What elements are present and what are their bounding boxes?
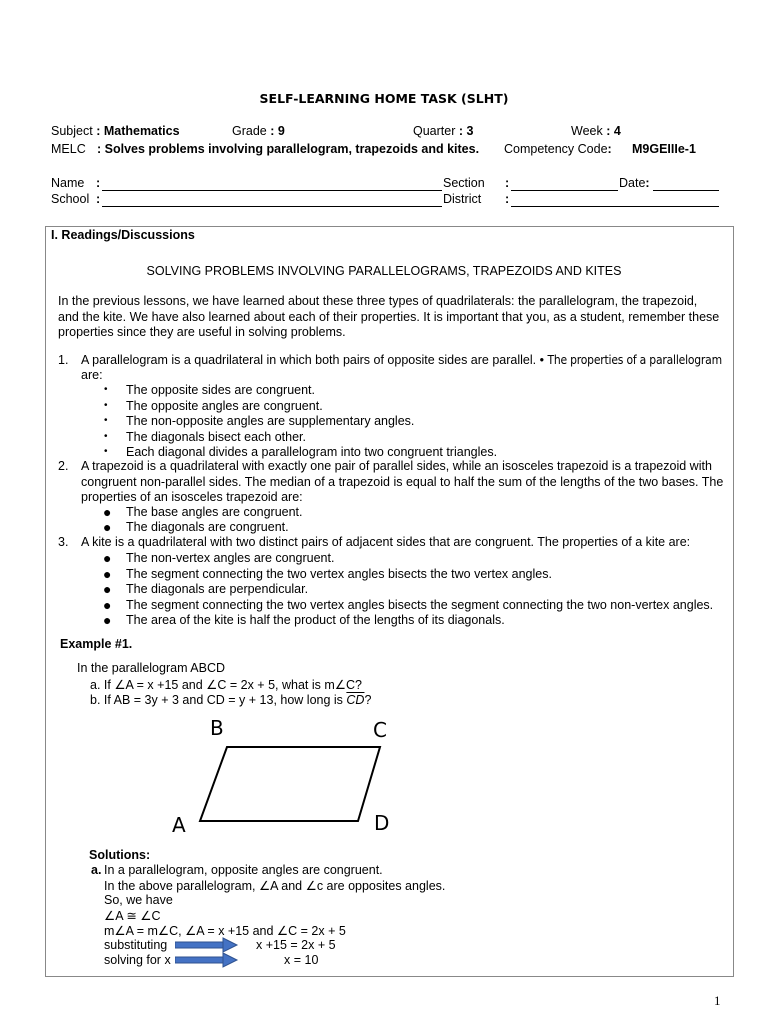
- intro-paragraph: In the previous lessons, we have learned about these three types of quadrilaterals: the parallelogram, the trapezoid, and the kite. We have also learned about each of their properties. It is important that you, as a student, remember these properties since they are useful in solving problems.: [58, 294, 720, 339]
- solution-line: ∠A ≅ ∠C: [104, 909, 161, 923]
- document-title: SELF-LEARNING HOME TASK (SLHT): [259, 91, 509, 106]
- quarter-label: Quarter: [413, 124, 456, 138]
- competency-field: Competency Code:: [504, 142, 612, 156]
- right-arrow-icon: [175, 952, 239, 968]
- list-item: The non-vertex angles are congruent.: [126, 551, 335, 565]
- date-line[interactable]: [653, 190, 719, 191]
- name-line[interactable]: [102, 190, 442, 191]
- vertex-label-c: C: [373, 718, 387, 742]
- section-subtitle: SOLVING PROBLEMS INVOLVING PARALLELOGRAMS, TRAPEZOIDS AND KITES: [146, 264, 622, 278]
- name-label: Name: [51, 176, 85, 190]
- list-item: The opposite angles are congruent.: [126, 399, 323, 413]
- grade-field: Grade : 9: [232, 124, 285, 138]
- list-item: The opposite sides are congruent.: [126, 383, 316, 397]
- district-label: District: [443, 192, 482, 206]
- solution-line: In the above parallelogram, ∠A and ∠c are opposites angles.: [104, 879, 446, 893]
- melc-value: : Solves problems involving parallelogram, trapezoids and kites.: [97, 142, 480, 156]
- list-item: The area of the kite is half the product of the lengths of its diagonals.: [126, 613, 505, 627]
- subject-label: Subject: [51, 124, 93, 138]
- grade-label: Grade: [232, 124, 267, 138]
- step-substituting-label: substituting: [104, 938, 168, 952]
- section-label: Section: [443, 176, 485, 190]
- page-number: 1: [714, 993, 721, 1008]
- right-arrow-icon: [175, 937, 239, 953]
- week-label: Week: [571, 124, 603, 138]
- quarter-value: 3: [466, 124, 474, 138]
- list-item: The diagonals bisect each other.: [126, 430, 306, 444]
- list-item: Each diagonal divides a parallelogram into two congruent triangles.: [126, 445, 498, 459]
- segment-cd: $\overline{CD}$: [346, 693, 365, 707]
- example-heading: Example #1.: [60, 637, 133, 651]
- item-2-text: A trapezoid is a quadrilateral with exactly one pair of parallel sides, while an isosceles trapezoid is a trapezoid with congruent non-parallel sides. The median of a trapezoid is equal to half the sum of the lengths of the two bases. The properties of an isosceles trapezoid are:: [81, 459, 724, 504]
- solution-line: In a parallelogram, opposite angles are congruent.: [104, 863, 383, 877]
- competency-value: M9GEIIIe-1: [632, 142, 696, 156]
- item-1-text: A parallelogram is a quadrilateral in which both pairs of opposite sides are parallel. • The properties of a parallelogram: [81, 353, 722, 367]
- example-intro: In the parallelogram ABCD: [77, 661, 225, 675]
- item-1-number: 1.: [58, 353, 69, 367]
- subject-value: Mathematics: [103, 124, 180, 138]
- grade-value: 9: [277, 124, 285, 138]
- solution-line: m∠A = m∠C, ∠A = x +15 and ∠C = 2x + 5: [104, 924, 346, 938]
- week-value: 4: [613, 124, 621, 138]
- step-solving-equation: x = 10: [284, 953, 319, 967]
- vertex-label-d: D: [374, 811, 390, 835]
- solutions-heading: Solutions:: [89, 848, 151, 862]
- week-field: Week : 4: [571, 124, 621, 138]
- district-line[interactable]: [511, 206, 719, 207]
- melc-label: MELC: [51, 142, 86, 156]
- section-line[interactable]: [511, 190, 618, 191]
- list-item: The segment connecting the two vertex angles bisects the two vertex angles.: [126, 567, 552, 581]
- vertex-label-b: B: [210, 716, 224, 740]
- item-3-text: A kite is a quadrilateral with two distinct pairs of adjacent sides that are congruent. The properties of a kite are:: [81, 535, 691, 549]
- quarter-field: Quarter : 3: [413, 124, 474, 138]
- section-heading: I. Readings/Discussions: [51, 228, 195, 242]
- item-3-number: 3.: [58, 535, 69, 549]
- subject-field: Subject : Mathematics: [51, 124, 180, 138]
- list-item: The base angles are congruent.: [126, 505, 303, 519]
- list-item: The non-opposite angles are supplementary angles.: [126, 414, 415, 428]
- example-part-a: a. If ∠A = x +15 and ∠C = 2x + 5, what is m∠C?: [90, 678, 362, 692]
- example-part-b: b. If AB = 3y + 3 and CD = y + 13, how long is $\overline{CD}$?: [90, 693, 372, 707]
- solution-a-label: a.: [91, 863, 102, 877]
- date-field: Date:: [619, 176, 650, 190]
- date-label: Date: [619, 176, 646, 190]
- item-2-number: 2.: [58, 459, 69, 473]
- school-label: School: [51, 192, 90, 206]
- school-line[interactable]: [102, 206, 442, 207]
- list-item: The segment connecting the two vertex angles bisects the segment connecting the two non-vertex angles.: [126, 598, 714, 612]
- step-solving-label: solving for x: [104, 953, 171, 967]
- vertex-label-a: A: [172, 813, 186, 837]
- item-1-text-cont: are:: [81, 368, 103, 382]
- list-item: The diagonals are congruent.: [126, 520, 289, 534]
- parallelogram-shape: [200, 747, 380, 821]
- step-substituting-equation: x +15 = 2x + 5: [256, 938, 336, 952]
- competency-label: Competency Code: [504, 142, 608, 156]
- list-item: The diagonals are perpendicular.: [126, 582, 309, 596]
- solution-line: So, we have: [104, 893, 173, 907]
